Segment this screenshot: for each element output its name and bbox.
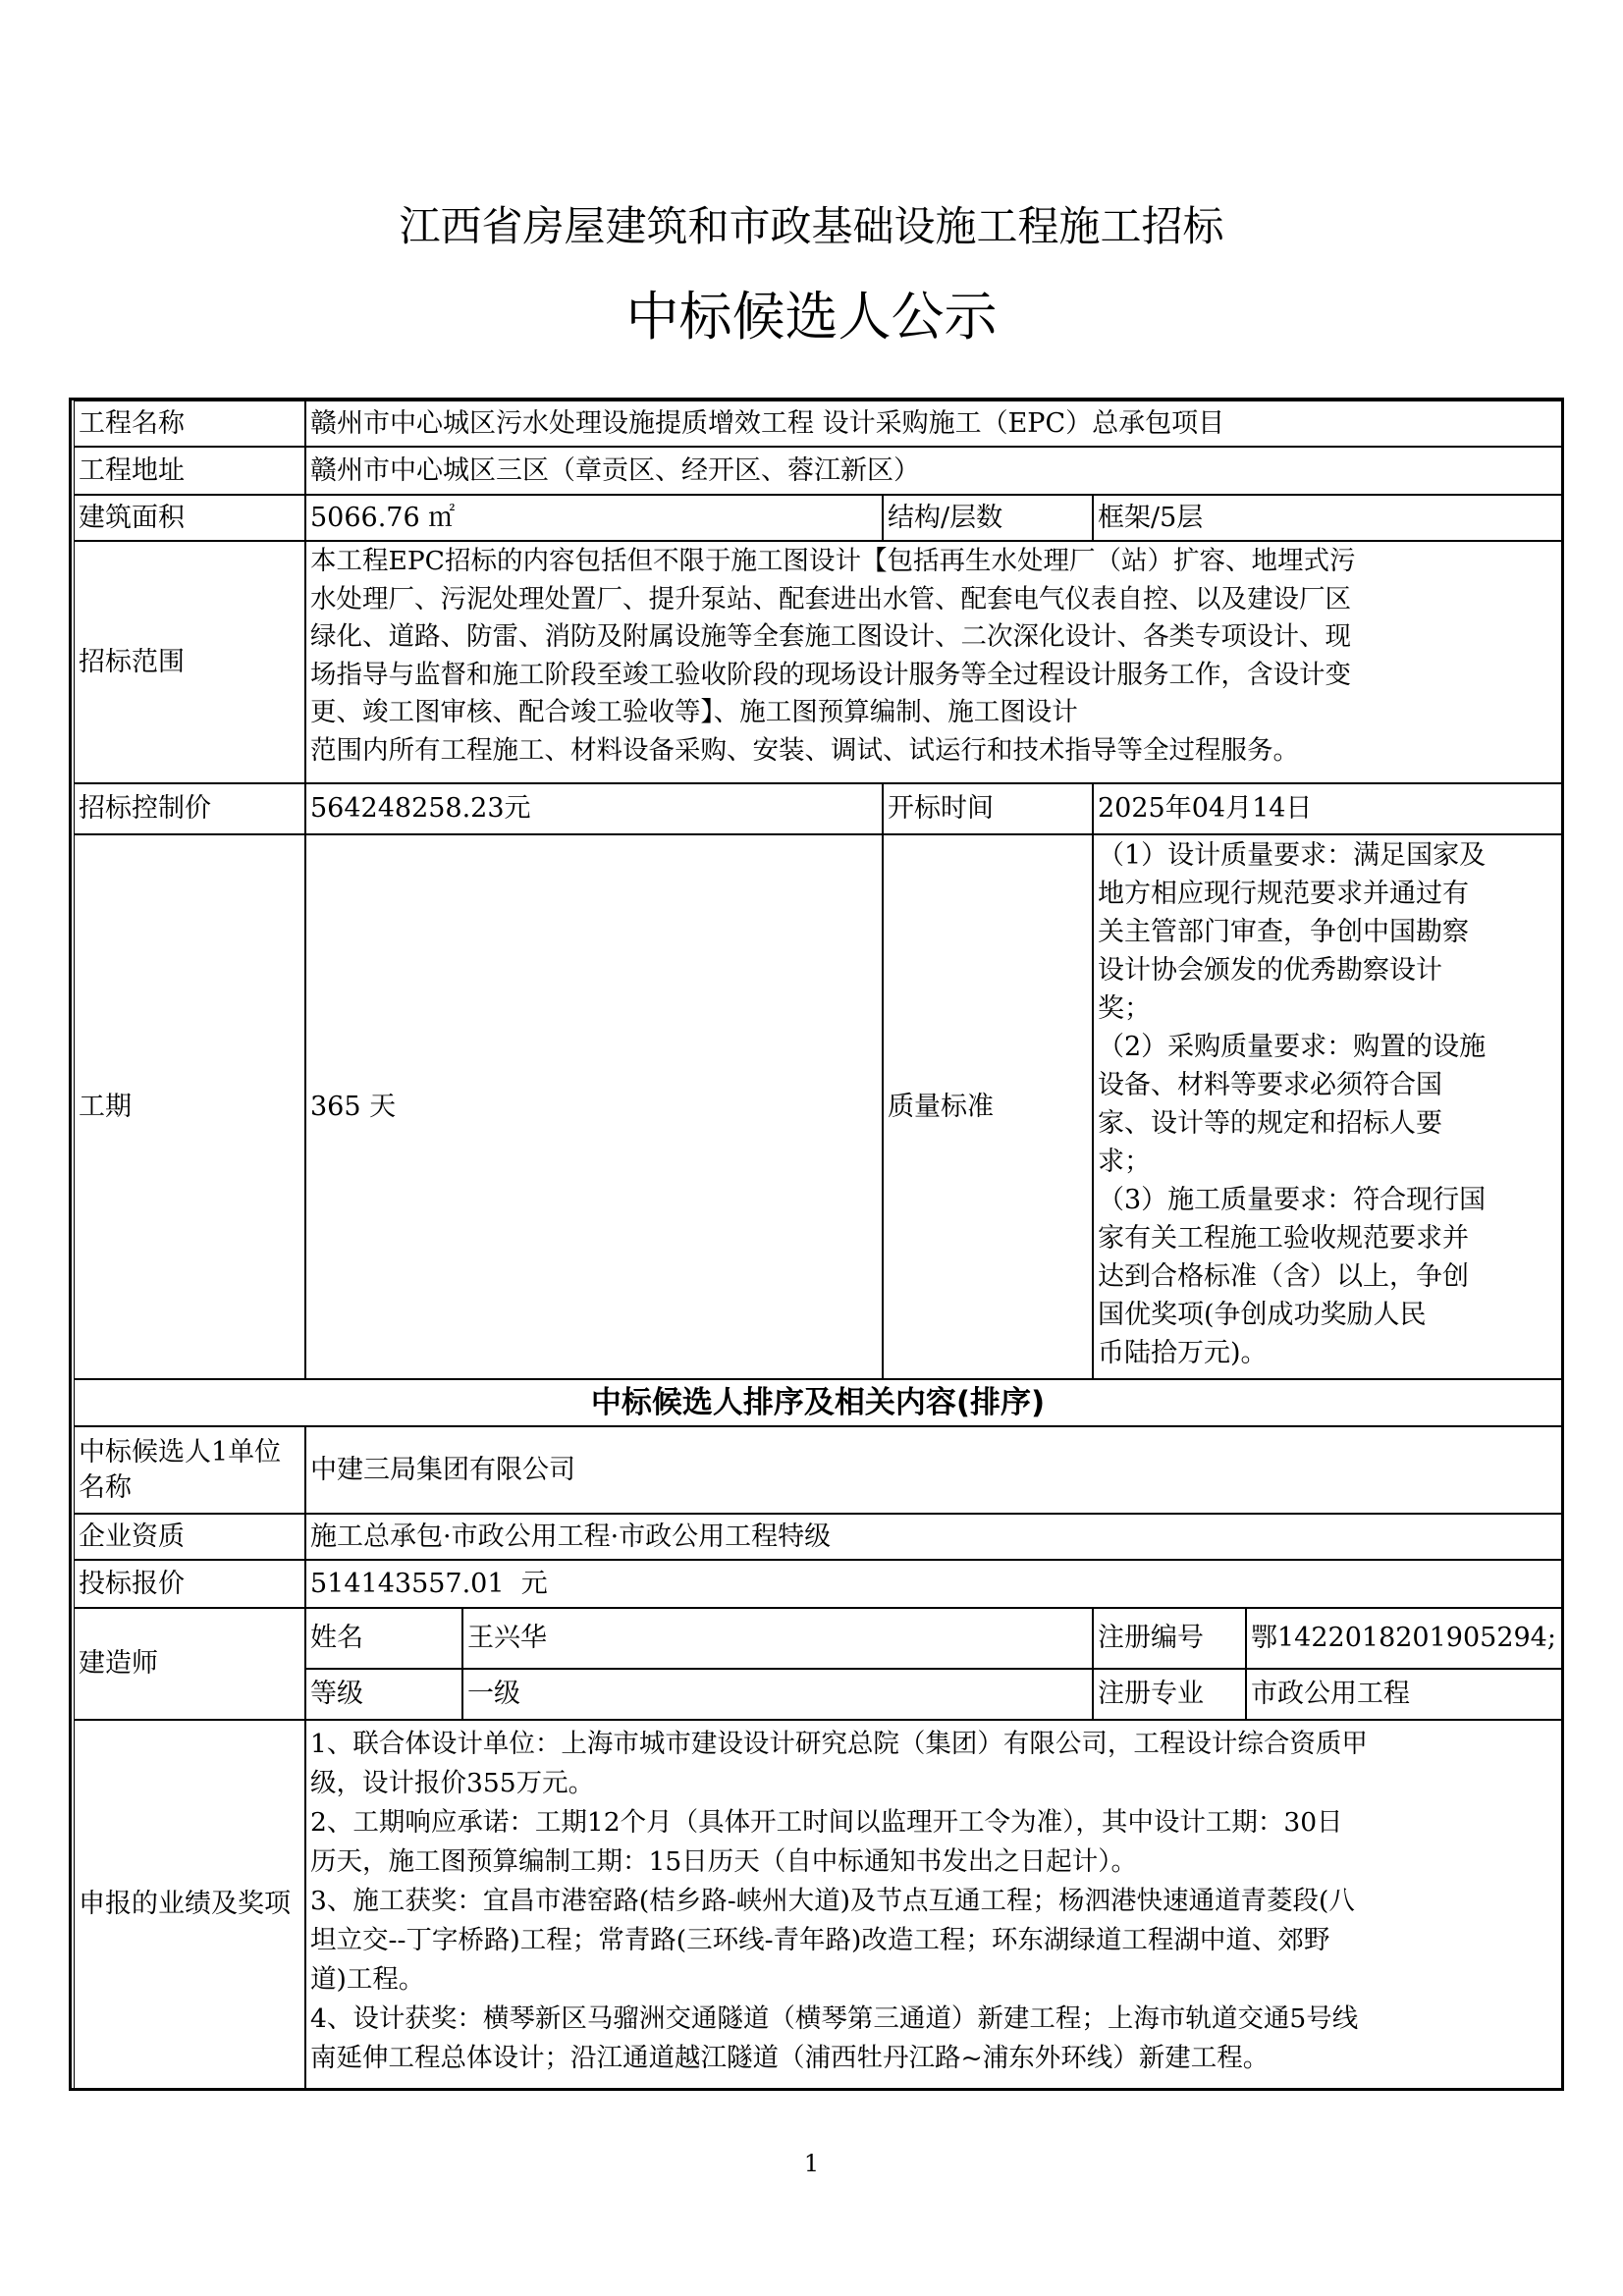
quality-line: 关主管部门审查，争创中国勘察 — [1098, 917, 1469, 947]
structure-value: 框架/5层 — [1093, 495, 1562, 541]
performance-line: 南延伸工程总体设计；沿江通道越江隧道（浦西牡丹江路~浦东外环线）新建工程。 — [310, 2043, 1270, 2073]
project-name-label: 工程名称 — [74, 400, 305, 447]
performance-line: 4、设计获奖：横琴新区马骝洲交通隧道（横琴第三通道）新建工程；上海市轨道交通5号线 — [310, 2003, 1359, 2034]
candidate-section-title: 中标候选人排序及相关内容(排序) — [74, 1379, 1562, 1426]
builder-grade-label: 等级 — [305, 1669, 462, 1720]
quality-line: 国优奖项(争创成功奖励人民 — [1098, 1300, 1427, 1330]
control-price-label: 招标控制价 — [74, 783, 305, 834]
performance-label: 申报的业绩及奖项 — [74, 1720, 305, 2089]
scope-line: 范围内所有工程施工、材料设备采购、安装、调试、试运行和技术指导等全过程服务。 — [310, 734, 1299, 766]
building-area-value: 5066.76 ㎡ — [305, 495, 883, 541]
performance-line: 1、联合体设计单位：上海市城市建设设计研究总院（集团）有限公司，工程设计综合资质甲 — [310, 1729, 1368, 1759]
quality-line: 设备、材料等要求必须符合国 — [1098, 1070, 1442, 1100]
project-address-value: 赣州市中心城区三区（章贡区、经开区、蓉江新区） — [305, 447, 1562, 495]
performance-line: 道)工程。 — [310, 1964, 425, 1995]
candidate-unit-value: 中建三局集团有限公司 — [305, 1426, 1562, 1514]
quality-line: 达到合格标准（含）以上，争创 — [1098, 1261, 1469, 1292]
quality-value — [1093, 834, 1562, 1379]
performance-line: 2、工期响应承诺：工期12个月（具体开工时间以监理开工令为准），其中设计工期：30日 — [310, 1807, 1343, 1838]
bid-scope-label: 招标范围 — [74, 541, 305, 783]
structure-label: 结构/层数 — [883, 495, 1093, 541]
registration-number-value: 鄂1422018201905294; — [1246, 1608, 1562, 1669]
project-address-label: 工程地址 — [74, 447, 305, 495]
candidate-unit-label: 中标候选人1单位名称 — [74, 1426, 305, 1514]
qualification-label: 企业资质 — [74, 1514, 305, 1560]
quality-line: 家、设计等的规定和招标人要 — [1098, 1108, 1442, 1139]
performance-line: 级，设计报价355万元。 — [310, 1768, 595, 1798]
document-title-line2: 中标候选人公示 — [625, 286, 998, 347]
control-price-value: 564248258.23元 — [305, 783, 883, 834]
performance-line: 3、施工获奖：宜昌市港窑路(桔乡路-峡州大道)及节点互通工程；杨泗港快速通道青菱段(八 — [310, 1886, 1355, 1916]
performance-line: 坦立交--丁字桥路)工程；常青路(三环线-青年路)改造工程；环东湖绿道工程湖中道、郊野 — [310, 1925, 1330, 1955]
registration-major-label: 注册专业 — [1093, 1669, 1246, 1720]
bid-price-value: 514143557.01 元 — [305, 1560, 1562, 1608]
open-time-value: 2025年04月14日 — [1093, 783, 1562, 834]
builder-label: 建造师 — [74, 1608, 305, 1720]
quality-label: 质量标准 — [883, 834, 1093, 1379]
quality-line: 家有关工程施工验收规范要求并 — [1098, 1223, 1469, 1254]
quality-line: （3）施工质量要求：符合现行国 — [1098, 1185, 1487, 1215]
scope-line: 场指导与监督和施工阶段至竣工验收阶段的现场设计服务等全过程设计服务工作，含设计变 — [310, 659, 1351, 690]
performance-line: 历天，施工图预算编制工期：15日历天（自中标通知书发出之日起计）。 — [310, 1846, 1137, 1877]
builder-name-label: 姓名 — [305, 1608, 462, 1669]
building-area-label: 建筑面积 — [74, 495, 305, 541]
registration-major-value: 市政公用工程 — [1246, 1669, 1562, 1720]
quality-line: 求； — [1098, 1147, 1151, 1177]
scope-line: 本工程EPC招标的内容包括但不限于施工图设计【包括再生水处理厂（站）扩容、地埋式污 — [310, 546, 1356, 576]
quality-line: （2）采购质量要求：购置的设施 — [1098, 1032, 1487, 1062]
scope-line: 绿化、道路、防雷、消防及附属设施等全套施工图设计、二次深化设计、各类专项设计、现 — [310, 621, 1351, 652]
quality-line: 设计协会颁发的优秀勘察设计 — [1098, 955, 1442, 986]
bid-scope-value — [305, 541, 1562, 783]
bid-price-label: 投标报价 — [74, 1560, 305, 1608]
duration-label: 工期 — [74, 834, 305, 1379]
registration-number-label: 注册编号 — [1093, 1608, 1246, 1669]
page-number: 1 — [803, 2150, 820, 2177]
project-name-value: 赣州市中心城区污水处理设施提质增效工程 设计采购施工（EPC）总承包项目 — [305, 400, 1562, 447]
quality-line: 奖； — [1098, 993, 1151, 1024]
quality-line: 地方相应现行规范要求并通过有 — [1098, 879, 1469, 909]
builder-grade-value: 一级 — [462, 1669, 1093, 1720]
qualification-value: 施工总承包·市政公用工程·市政公用工程特级 — [305, 1514, 1562, 1560]
builder-name-value: 王兴华 — [462, 1608, 1093, 1669]
performance-value — [305, 1720, 1562, 2089]
quality-line: （1）设计质量要求：满足国家及 — [1098, 840, 1487, 871]
scope-line: 更、竣工图审核、配合竣工验收等】、施工图预算编制、施工图设计 — [310, 697, 1078, 727]
document-title-line1: 江西省房屋建筑和市政基础设施工程施工招标 — [399, 202, 1224, 250]
scope-line: 水处理厂、污泥处理处置厂、提升泵站、配套进出水管、配套电气仪表自控、以及建设厂区 — [310, 583, 1351, 614]
open-time-label: 开标时间 — [883, 783, 1093, 834]
announcement-table — [69, 398, 1564, 2091]
quality-line: 币陆拾万元)。 — [1098, 1338, 1268, 1368]
duration-value: 365 天 — [305, 834, 883, 1379]
